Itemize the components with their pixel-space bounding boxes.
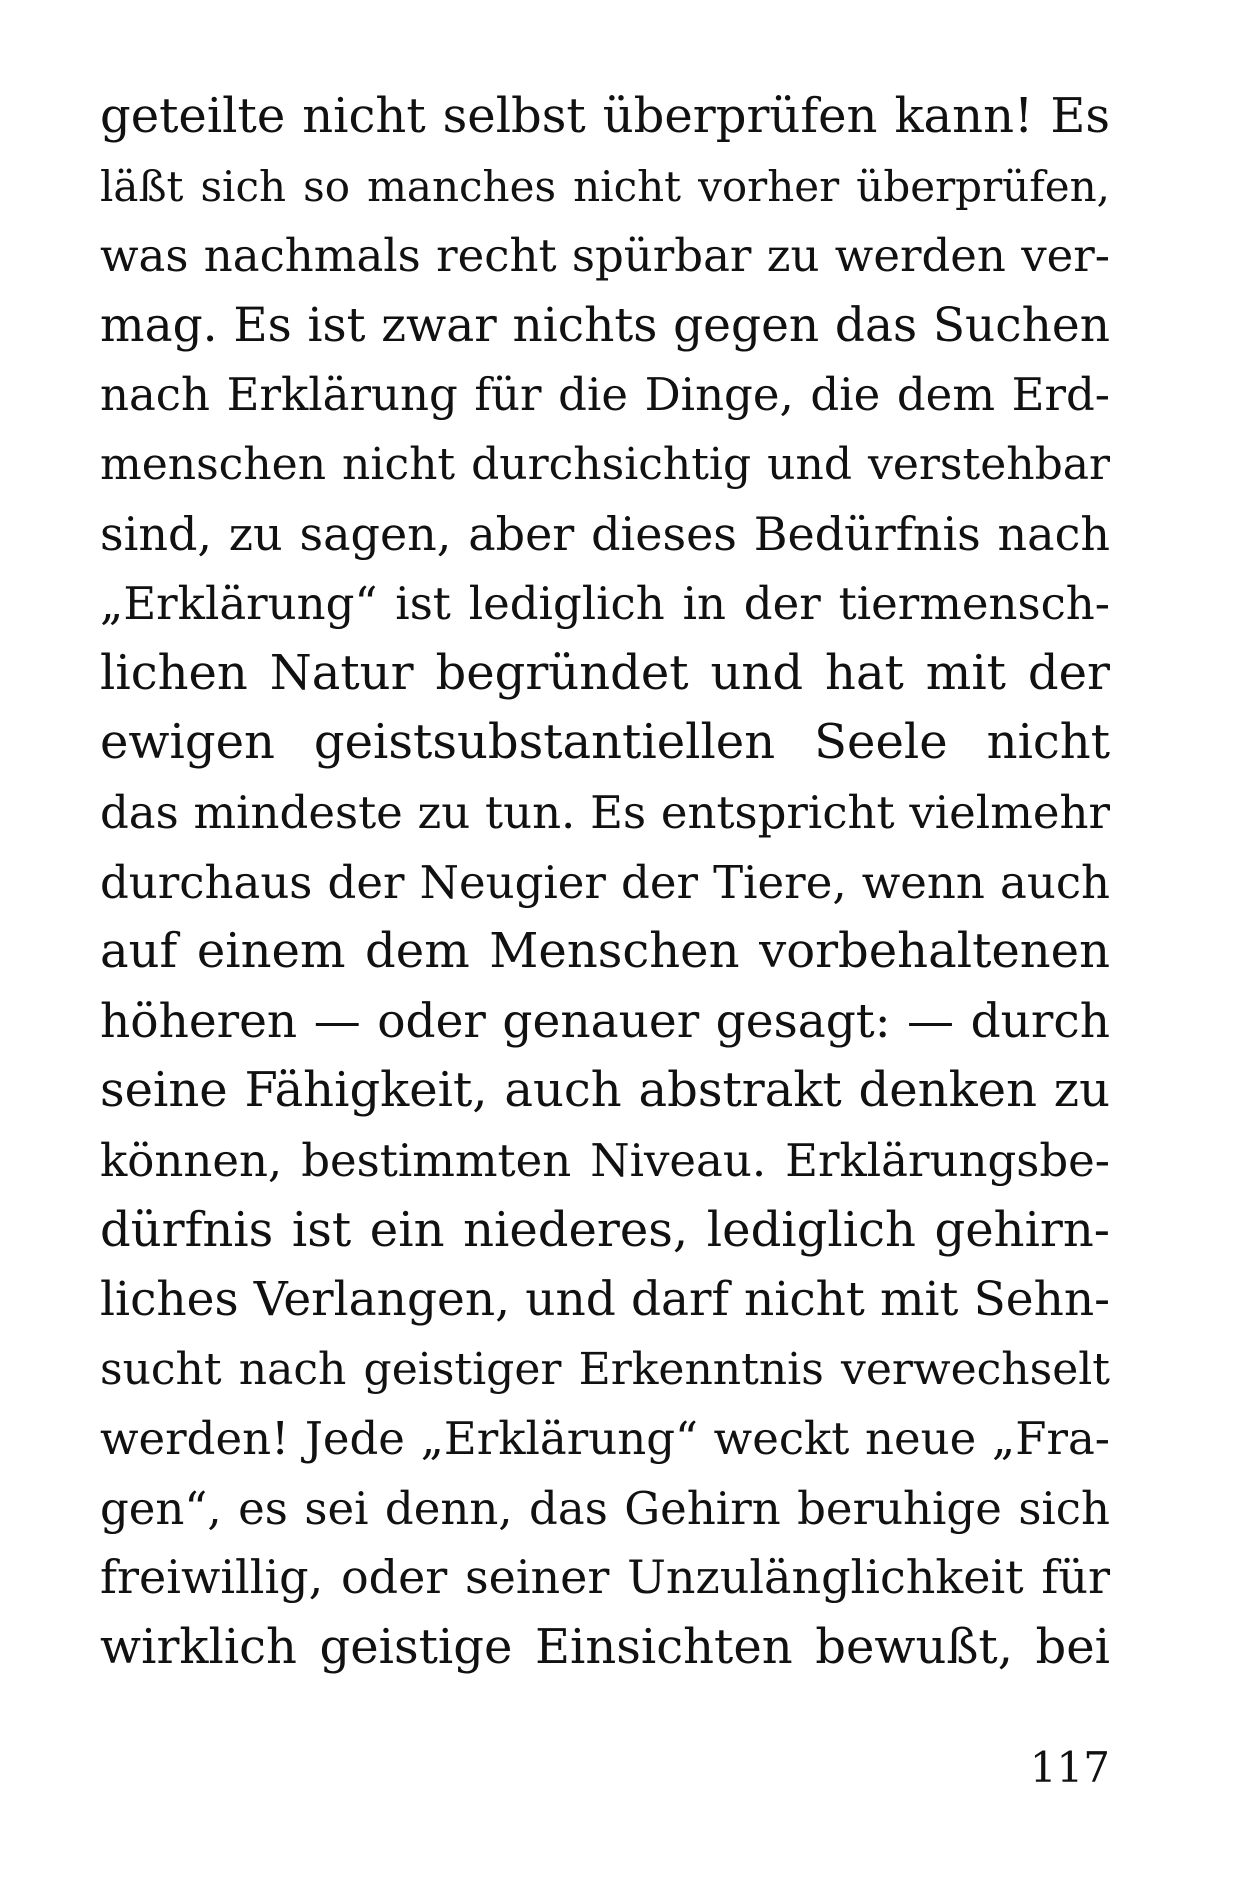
text-line: können, bestimmten Niveau. Erklärungsbe-	[100, 1133, 1110, 1187]
text-line: was nachmals recht spürbar zu werden ver-	[100, 229, 1110, 283]
text-line: gen“, es sei denn, das Gehirn beruhige sich	[100, 1481, 1110, 1535]
text-line: dürfnis ist ein niederes, lediglich gehirn-	[100, 1201, 1110, 1258]
text-line: wirklich geistige Einsichten bewußt, bei	[100, 1619, 1110, 1676]
text-line: höheren — oder genauer gesagt: — durch	[100, 993, 1110, 1049]
text-line: sucht nach geistiger Erkenntnis verwechselt	[100, 1343, 1110, 1395]
text-line: läßt sich so manches nicht vorher überprüfen,	[100, 161, 1110, 211]
body-text	[100, 82, 1110, 1683]
text-line: lichen Natur begründet und hat mit der	[100, 644, 1110, 701]
text-line: durchaus der Neugier der Tiere, wenn auch	[100, 855, 1110, 909]
text-line: „Erklärung“ ist lediglich in der tiermensch-	[100, 577, 1110, 631]
text-line: nach Erklärung für die Dinge, die dem Erd-	[100, 368, 1110, 422]
text-line: liches Verlangen, und darf nicht mit Sehn-	[100, 1272, 1110, 1328]
text-line: ewigen geistsubstantiellen Seele nicht	[100, 714, 1110, 771]
text-line: sind, zu sagen, aber dieses Bedürfnis nach	[100, 506, 1110, 561]
text-line: seine Fähigkeit, auch abstrakt denken zu	[100, 1062, 1110, 1119]
text-line: freiwillig, oder seiner Unzulänglichkeit für	[100, 1550, 1110, 1605]
text-line: geteilte nicht selbst überprüfen kann! Es	[100, 88, 1110, 144]
text-line: mag. Es ist zwar nichts gegen das Suchen	[100, 297, 1110, 353]
text-line: das mindeste zu tun. Es entspricht vielmehr	[100, 785, 1110, 839]
text-line: menschen nicht durchsichtig und verstehbar	[100, 438, 1110, 490]
text-line: werden! Jede „Erklärung“ weckt neue „Fra-	[100, 1412, 1110, 1466]
text-line: auf einem dem Menschen vorbehaltenen	[100, 923, 1110, 980]
page-number: 117	[1029, 1743, 1110, 1792]
